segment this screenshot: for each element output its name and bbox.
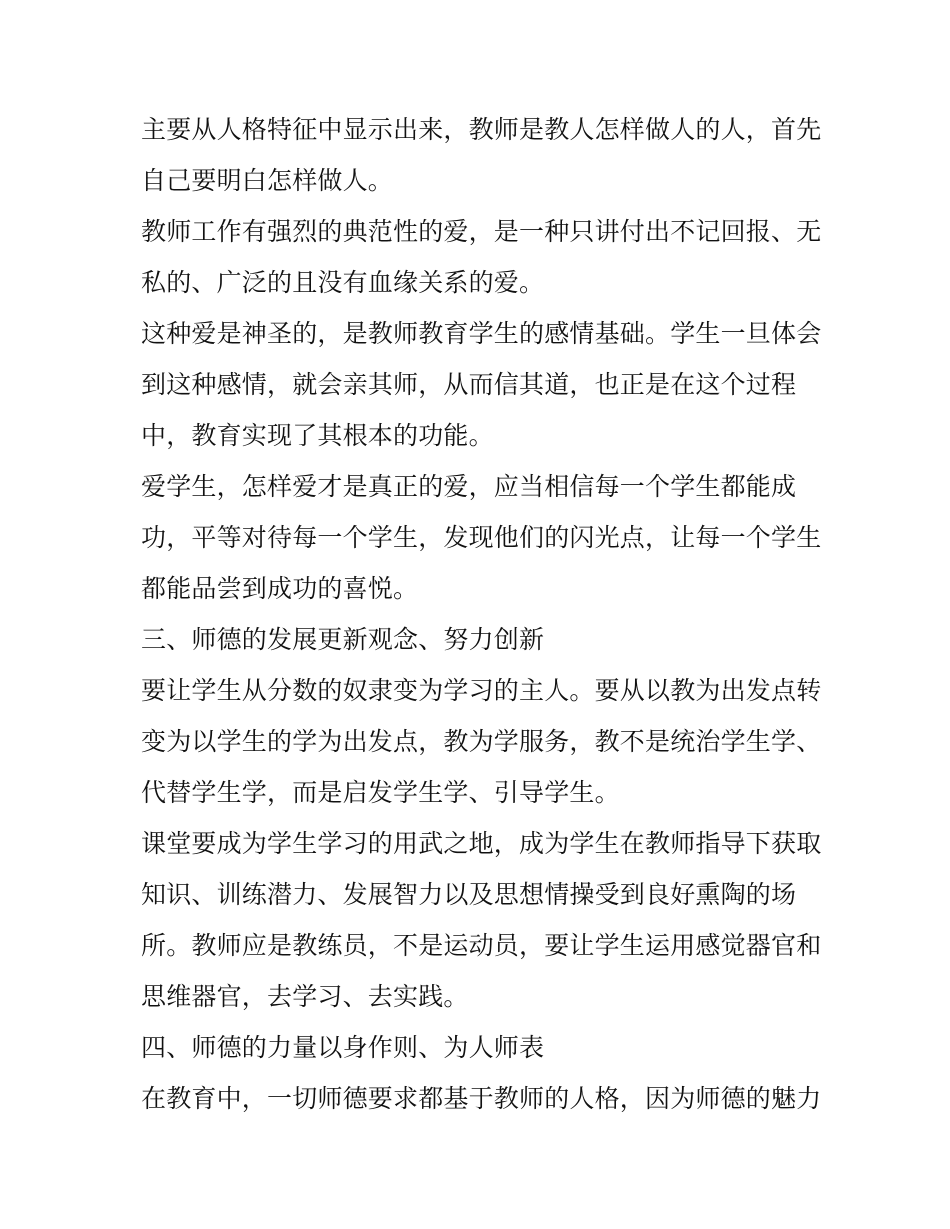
text-line: 功，平等对待每一个学生，发现他们的闪光点，让每一个学生 [141,523,822,552]
text-line: 所。教师应是教练员，不是运动员，要让学生运用感觉器官和 [141,931,822,960]
text-line: 中，教育实现了其根本的功能。 [141,421,494,450]
text-line: 都能品尝到成功的喜悦。 [141,574,419,603]
text-line: 变为以学生的学为出发点，教为学服务，教不是统治学生学、 [141,727,822,756]
text-line: 到这种感情，就会亲其师，从而信其道，也正是在这个过程 [141,370,797,399]
text-line: 爱学生，怎样爱才是真正的爱，应当相信每一个学生都能成 [141,472,797,501]
text-line: 课堂要成为学生学习的用武之地，成为学生在教师指导下获取 [141,829,822,858]
section-heading: 四、师德的力量以身作则、为人师表 [141,1033,545,1062]
section-heading: 三、师德的发展更新观念、努力创新 [141,625,545,654]
text-line: 教师工作有强烈的典范性的爱，是一种只讲付出不记回报、无 [141,217,822,246]
text-line: 私的、广泛的且没有血缘关系的爱。 [141,268,545,297]
text-line: 主要从人格特征中显示出来，教师是教人怎样做人的人，首先 [141,115,822,144]
text-line: 这种爱是神圣的，是教师教育学生的感情基础。学生一旦体会 [141,319,822,348]
text-line: 自己要明白怎样做人。 [141,166,394,195]
text-line: 代替学生学，而是启发学生学、引导学生。 [141,778,620,807]
text-line: 要让学生从分数的奴隶变为学习的主人。要从以教为出发点转 [141,676,822,705]
document-body [141,104,821,1124]
text-line: 在教育中，一切师德要求都基于教师的人格，因为师德的魅力 [141,1084,822,1113]
text-line: 知识、训练潜力、发展智力以及思想情操受到良好熏陶的场 [141,880,797,909]
text-line: 思维器官，去学习、去实践。 [141,982,469,1011]
